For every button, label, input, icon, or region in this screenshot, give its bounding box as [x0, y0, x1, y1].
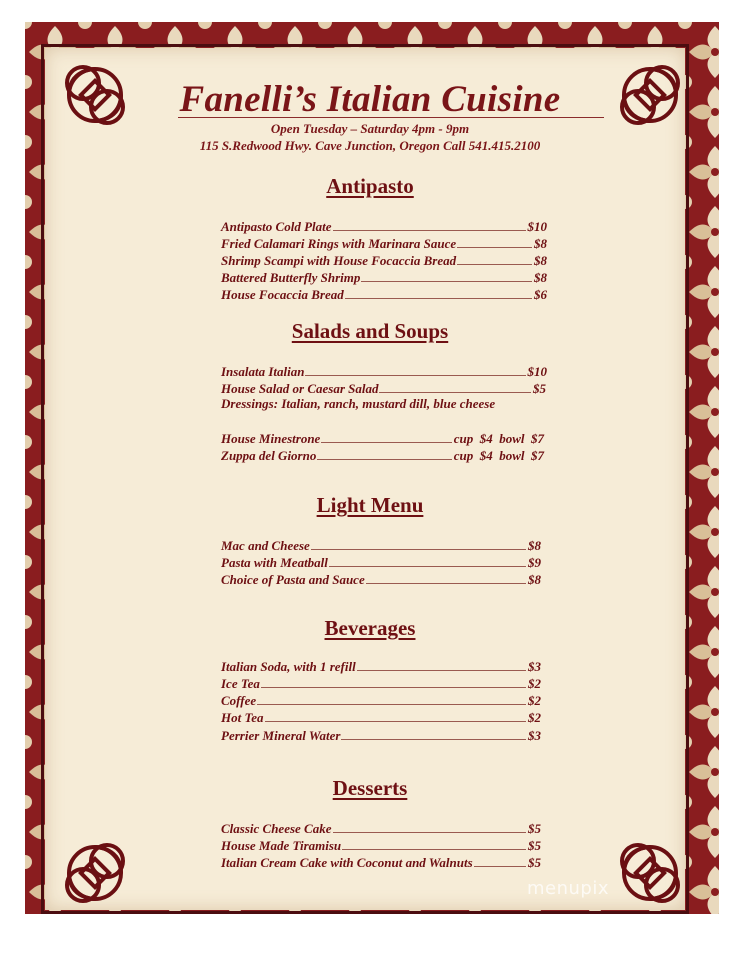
- menu-item: Zuppa del Giorno cup $4 bowl $7: [221, 448, 544, 463]
- menu-item: Perrier Mineral Water $3: [221, 728, 541, 743]
- menu-item: House Focaccia Bread $6: [221, 287, 547, 302]
- celtic-knot-icon: [610, 833, 690, 913]
- celtic-knot-icon: [55, 833, 135, 913]
- section-heading-salads: Salads and Soups: [291, 319, 449, 343]
- dressings-note: Dressings: Italian, ranch, mustard dill, blue cheese: [221, 396, 496, 411]
- menu-item: Italian Cream Cake with Coconut and Walnuts $5: [221, 855, 541, 870]
- menu-item: Antipasto Cold Plate $10: [221, 219, 547, 234]
- menu-item: Shrimp Scampi with House Focaccia Bread $8: [221, 253, 547, 268]
- section-heading-antipasto: Antipasto: [326, 174, 414, 198]
- menu-item: Choice of Pasta and Sauce $8: [221, 572, 541, 587]
- menu-item: House Minestrone cup $4 bowl $7: [221, 431, 544, 446]
- menu-item: Ice Tea $2: [221, 676, 541, 691]
- menu-item: Battered Butterfly Shrimp $8: [221, 270, 547, 285]
- menu-item: Italian Soda, with 1 refill $3: [221, 659, 541, 674]
- menu-item: Pasta with Meatball $9: [221, 555, 541, 570]
- section-heading-beverages: Beverages: [324, 616, 416, 640]
- menupix-watermark: menupix: [527, 878, 610, 899]
- address-phone: 115 S.Redwood Hwy. Cave Junction, Oregon Call 541.415.2100: [199, 138, 541, 153]
- section-heading-desserts: Desserts: [332, 776, 408, 800]
- menu-item: Classic Cheese Cake $5: [221, 821, 541, 836]
- menu-item: Hot Tea $2: [221, 710, 541, 725]
- section-heading-light-menu: Light Menu: [316, 493, 424, 517]
- menu-item: Mac and Cheese $8: [221, 538, 541, 553]
- menu-item: Coffee $2: [221, 693, 541, 708]
- menu-item: House Salad or Caesar Salad $5: [221, 381, 546, 396]
- menu-item: Fried Calamari Rings with Marinara Sauce $8: [221, 236, 547, 251]
- opening-hours: Open Tuesday – Saturday 4pm - 9pm: [270, 121, 470, 136]
- title-rule: [178, 117, 604, 118]
- menu-item: House Made Tiramisu $5: [221, 838, 541, 853]
- menu-item: Insalata Italian $10: [221, 364, 547, 379]
- restaurant-title: Fanelli’s Italian Cuisine: [179, 79, 561, 120]
